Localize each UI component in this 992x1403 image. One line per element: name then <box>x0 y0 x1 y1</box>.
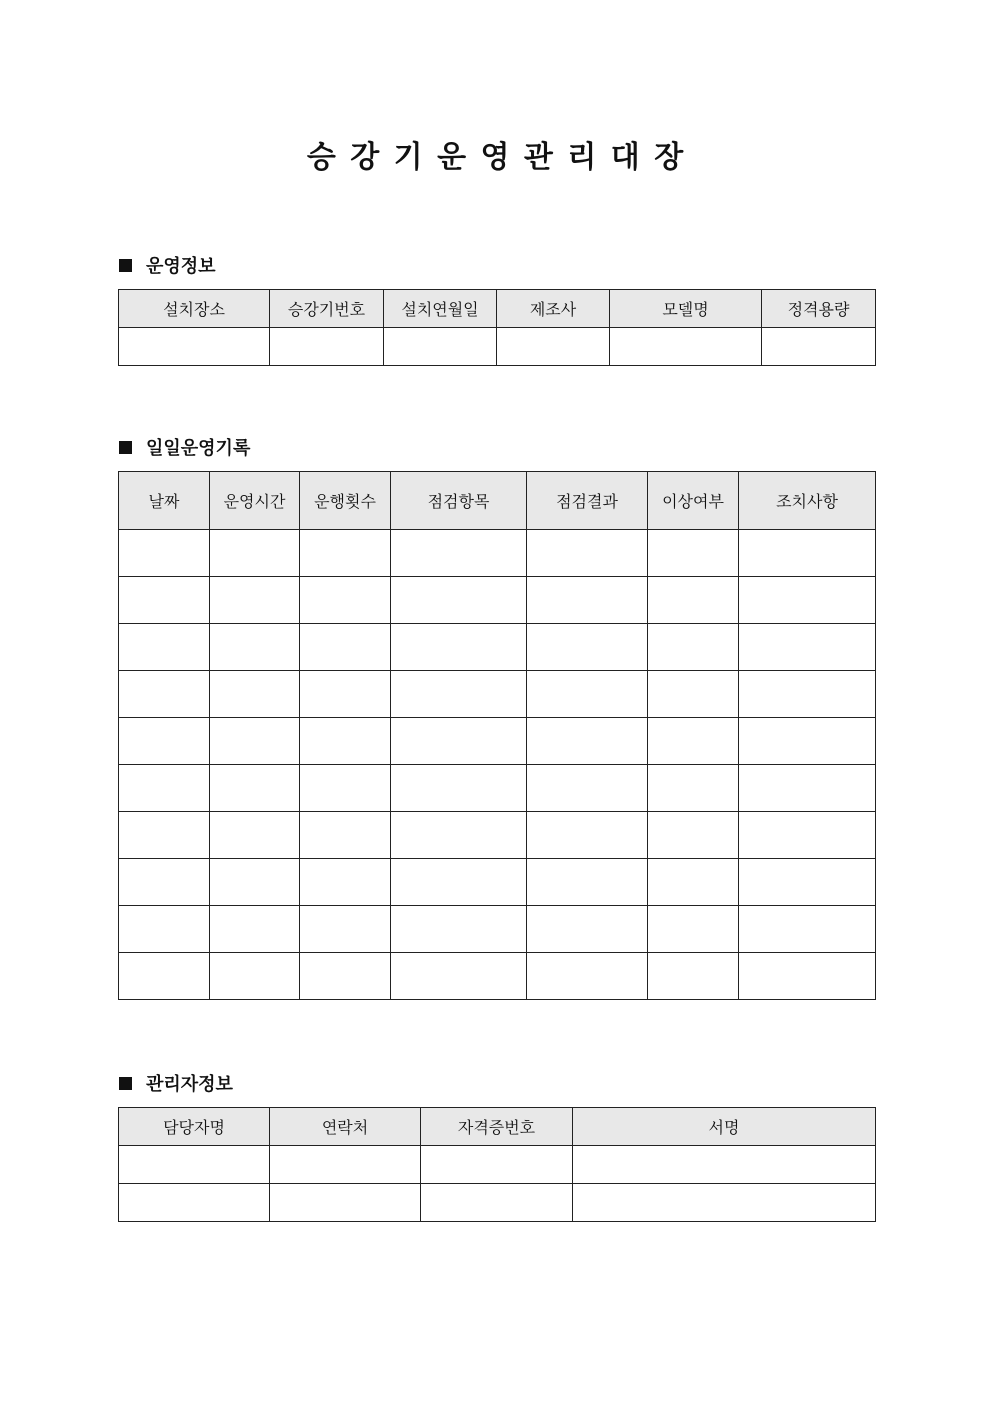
input-cell[interactable] <box>210 859 300 906</box>
column-header: 조치사항 <box>739 472 876 530</box>
table-row <box>119 328 876 366</box>
column-header: 설치연월일 <box>384 290 497 328</box>
column-header: 서명 <box>573 1108 876 1146</box>
input-cell[interactable] <box>300 859 391 906</box>
input-cell[interactable] <box>739 577 876 624</box>
input-cell[interactable] <box>119 577 210 624</box>
input-cell[interactable] <box>391 530 527 577</box>
input-cell[interactable] <box>391 906 527 953</box>
square-bullet-icon <box>119 1077 132 1090</box>
input-cell[interactable] <box>391 577 527 624</box>
input-cell[interactable] <box>648 859 739 906</box>
input-cell[interactable] <box>391 671 527 718</box>
input-cell[interactable] <box>210 953 300 1000</box>
input-cell[interactable] <box>300 953 391 1000</box>
input-cell[interactable] <box>210 671 300 718</box>
manager-info-table <box>118 1107 876 1222</box>
input-cell[interactable] <box>527 530 648 577</box>
input-cell[interactable] <box>648 765 739 812</box>
square-bullet-icon <box>119 259 132 272</box>
column-header: 담당자명 <box>119 1108 270 1146</box>
input-cell[interactable] <box>739 859 876 906</box>
table-row <box>119 812 876 859</box>
table-header-row <box>119 290 876 328</box>
input-cell[interactable] <box>648 906 739 953</box>
input-cell[interactable] <box>119 1146 270 1184</box>
input-cell[interactable] <box>421 1146 573 1184</box>
table-header-row <box>119 1108 876 1146</box>
input-cell[interactable] <box>300 718 391 765</box>
column-header: 승강기번호 <box>270 290 384 328</box>
input-cell[interactable] <box>739 530 876 577</box>
column-header: 제조사 <box>497 290 610 328</box>
input-cell[interactable] <box>300 765 391 812</box>
input-cell[interactable] <box>119 765 210 812</box>
input-cell[interactable] <box>739 906 876 953</box>
input-cell[interactable] <box>739 671 876 718</box>
input-cell[interactable] <box>739 718 876 765</box>
operation-info-table <box>118 289 876 366</box>
input-cell[interactable] <box>739 953 876 1000</box>
manager-info-heading-label: 관리자정보 <box>146 1074 233 1095</box>
table-row <box>119 530 876 577</box>
input-cell[interactable] <box>391 765 527 812</box>
input-cell[interactable] <box>739 812 876 859</box>
input-cell[interactable] <box>648 718 739 765</box>
input-cell[interactable] <box>119 953 210 1000</box>
table-row <box>119 859 876 906</box>
column-header: 점검항목 <box>391 472 527 530</box>
input-cell[interactable] <box>210 906 300 953</box>
table-row <box>119 671 876 718</box>
daily-log-heading <box>119 435 250 459</box>
input-cell[interactable] <box>119 718 210 765</box>
input-cell[interactable] <box>300 577 391 624</box>
document-title: 승 강 기 운 영 관 리 대 장 <box>306 140 686 175</box>
input-cell[interactable] <box>648 671 739 718</box>
input-cell[interactable] <box>300 812 391 859</box>
input-cell[interactable] <box>270 328 384 366</box>
table-row <box>119 906 876 953</box>
input-cell[interactable] <box>210 530 300 577</box>
input-cell[interactable] <box>527 953 648 1000</box>
input-cell[interactable] <box>300 624 391 671</box>
input-cell[interactable] <box>648 812 739 859</box>
input-cell[interactable] <box>648 624 739 671</box>
input-cell[interactable] <box>300 671 391 718</box>
input-cell[interactable] <box>391 953 527 1000</box>
table-row <box>119 1184 876 1222</box>
input-cell[interactable] <box>119 906 210 953</box>
square-bullet-icon <box>119 441 132 454</box>
input-cell[interactable] <box>648 530 739 577</box>
table-row <box>119 718 876 765</box>
operation-info-heading-label: 운영정보 <box>146 256 216 277</box>
input-cell[interactable] <box>739 765 876 812</box>
input-cell[interactable] <box>527 765 648 812</box>
input-cell[interactable] <box>119 624 210 671</box>
input-cell[interactable] <box>210 624 300 671</box>
column-header: 자격증번호 <box>421 1108 573 1146</box>
table-row <box>119 765 876 812</box>
input-cell[interactable] <box>573 1146 876 1184</box>
input-cell[interactable] <box>610 328 762 366</box>
input-cell[interactable] <box>384 328 497 366</box>
table-header-row <box>119 472 876 530</box>
table-row <box>119 1146 876 1184</box>
input-cell[interactable] <box>119 812 210 859</box>
column-header: 이상여부 <box>648 472 739 530</box>
operation-info-heading <box>119 253 216 277</box>
input-cell[interactable] <box>527 906 648 953</box>
input-cell[interactable] <box>739 624 876 671</box>
column-header: 모델명 <box>610 290 762 328</box>
input-cell[interactable] <box>270 1184 421 1222</box>
input-cell[interactable] <box>391 812 527 859</box>
input-cell[interactable] <box>300 530 391 577</box>
column-header: 연락처 <box>270 1108 421 1146</box>
input-cell[interactable] <box>527 671 648 718</box>
input-cell[interactable] <box>421 1184 573 1222</box>
input-cell[interactable] <box>119 530 210 577</box>
column-header: 점검결과 <box>527 472 648 530</box>
input-cell[interactable] <box>119 859 210 906</box>
table-row <box>119 953 876 1000</box>
input-cell[interactable] <box>119 1184 270 1222</box>
input-cell[interactable] <box>270 1146 421 1184</box>
input-cell[interactable] <box>762 328 876 366</box>
input-cell[interactable] <box>391 718 527 765</box>
input-cell[interactable] <box>210 812 300 859</box>
input-cell[interactable] <box>527 859 648 906</box>
table-row <box>119 624 876 671</box>
input-cell[interactable] <box>648 577 739 624</box>
input-cell[interactable] <box>527 812 648 859</box>
input-cell[interactable] <box>210 718 300 765</box>
input-cell[interactable] <box>527 577 648 624</box>
input-cell[interactable] <box>300 906 391 953</box>
column-header: 정격용량 <box>762 290 876 328</box>
input-cell[interactable] <box>119 328 270 366</box>
input-cell[interactable] <box>391 859 527 906</box>
daily-log-heading-label: 일일운영기록 <box>146 438 251 459</box>
table-row <box>119 577 876 624</box>
input-cell[interactable] <box>391 624 527 671</box>
input-cell[interactable] <box>527 624 648 671</box>
column-header: 운영시간 <box>210 472 300 530</box>
input-cell[interactable] <box>210 577 300 624</box>
column-header: 설치장소 <box>119 290 270 328</box>
daily-log-table <box>118 471 876 1000</box>
column-header: 날짜 <box>119 472 210 530</box>
input-cell[interactable] <box>648 953 739 1000</box>
input-cell[interactable] <box>119 671 210 718</box>
input-cell[interactable] <box>527 718 648 765</box>
manager-info-heading <box>119 1071 233 1095</box>
input-cell[interactable] <box>573 1184 876 1222</box>
input-cell[interactable] <box>497 328 610 366</box>
input-cell[interactable] <box>210 765 300 812</box>
column-header: 운행횟수 <box>300 472 391 530</box>
